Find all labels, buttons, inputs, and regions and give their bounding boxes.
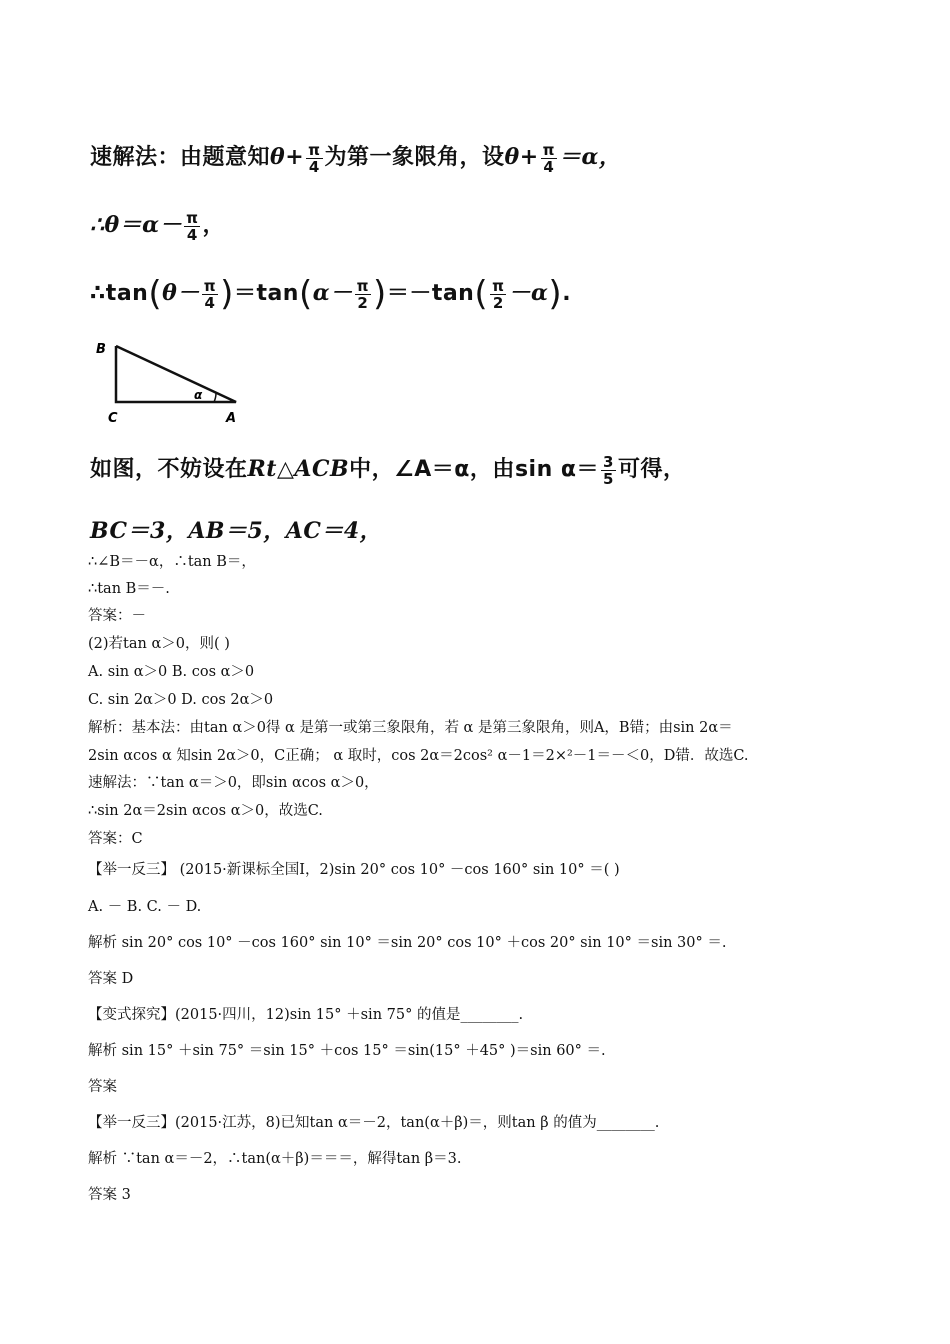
quick-mid: 为第一象限角，设 — [324, 145, 505, 170]
text-line: 解析 sin 20° cos 10° －cos 160° sin 10° ＝sin 20° cos 10° ＋cos 20° sin 10° ＝sin 30° ＝. — [88, 935, 727, 951]
tan-equation — [90, 274, 572, 314]
fig-end: 可得， — [617, 457, 686, 482]
paren-close-2: ) — [373, 274, 387, 314]
text-line: 解析：基本法：由tan α＞0得 α 是第一或第三象限角，若 α 是第三象限角，则A，B错；由sin 2α＝ — [88, 720, 733, 736]
alpha-angle-label: α — [194, 388, 203, 402]
minus-alpha: －α — [508, 280, 549, 306]
pi-over-2-fraction-2: $\frac{\pi}{2}$ — [492, 276, 505, 312]
text-line: A. － B. C. － D. — [88, 899, 202, 915]
text-line: C. sin 2α＞0 D. cos 2α＞0 — [88, 692, 274, 708]
paren-open-1: ( — [148, 274, 163, 314]
triangle-outline — [116, 346, 236, 402]
right-triangle-figure — [96, 338, 246, 428]
vertex-b-label: B — [96, 342, 106, 357]
text-line: 解析 ∵tan α＝－2，∴tan(α＋β)＝＝＝，解得tan β＝3. — [88, 1151, 462, 1167]
fig-mid: 中，∠A＝α，由 — [349, 457, 515, 482]
theta-plus-2: θ+ — [504, 144, 539, 170]
text-line: 答案：C — [88, 831, 143, 847]
vertex-a-label: A — [226, 411, 237, 426]
period: . — [562, 281, 572, 306]
pi-over-4-fraction-3: $\frac{\pi}{4}$ — [186, 208, 199, 244]
text-line: (2)若tan α＞0，则( ) — [88, 636, 230, 652]
tan-1: ∴tan — [90, 281, 149, 306]
pi-over-4-fraction-4: $\frac{\pi}{4}$ — [203, 276, 217, 312]
theta-minus: θ－ — [162, 280, 200, 306]
vertex-c-label: C — [108, 411, 118, 426]
sin-alpha: sin α＝ — [514, 457, 600, 482]
text-line: 【举一反三】(2015·江苏，8)已知tan α＝－2，tan(α＋β)＝，则tan β 的值为________. — [88, 1115, 660, 1131]
text-line: 答案 D — [88, 971, 134, 987]
tan-2: ＝tan — [233, 281, 299, 306]
paren-open-3: ( — [474, 274, 489, 314]
pi-over-2-fraction: $\frac{\pi}{2}$ — [356, 276, 370, 312]
quick-method-line — [90, 140, 621, 175]
text-line: 速解法：∵tan α＝＞0，即sin αcos α＞0， — [88, 775, 379, 791]
text-line: 答案：－ — [88, 608, 146, 624]
theta-equation — [90, 208, 225, 243]
figure-description — [90, 452, 685, 487]
fig-prefix: 如图，不妨设在 — [90, 457, 248, 482]
rt-triangle: Rt△ACB — [247, 456, 350, 482]
text-line: A. sin α＞0 B. cos α＞0 — [88, 664, 255, 680]
three-fifths-fraction: $\frac{3}{5}$ — [603, 452, 614, 488]
text-line: ∴∠B＝－α，∴tan B＝， — [88, 554, 256, 570]
theta-lhs: ∴θ＝α－ — [90, 212, 183, 238]
neg-tan: ＝－tan — [386, 281, 475, 306]
text-line: 【变式探究】(2015·四川，12)sin 15° ＋sin 75° 的值是________. — [88, 1007, 524, 1023]
equals-alpha: ＝α， — [559, 144, 622, 170]
theta-tail: ， — [202, 213, 225, 238]
text-line: ∴sin 2α＝2sin αcos α＞0，故选C. — [88, 803, 323, 819]
side-lengths: BC＝3，AB＝5，AC＝4， — [90, 518, 383, 544]
text-line: 答案 3 — [88, 1187, 131, 1203]
text-line: 答案 — [88, 1079, 117, 1095]
angle-arc — [214, 393, 216, 402]
pi-over-4-fraction: $\frac{\pi}{4}$ — [308, 140, 321, 176]
quick-prefix: 速解法：由题意知 — [90, 145, 271, 170]
paren-open-2: ( — [298, 274, 313, 314]
pi-over-4-fraction-2: $\frac{\pi}{4}$ — [542, 140, 555, 176]
alpha-minus: α－ — [312, 280, 353, 306]
text-line: 【举一反三】 (2015·新课标全国Ⅰ，2)sin 20° cos 10° －cos 160° sin 10° ＝( ) — [88, 862, 620, 878]
paren-close-3: ) — [548, 274, 563, 314]
theta-plus: θ+ — [270, 144, 305, 170]
text-line: ∴tan B＝－. — [88, 581, 170, 597]
text-line: 解析 sin 15° ＋sin 75° ＝sin 15° ＋cos 15° ＝sin(15° ＋45° )＝sin 60° ＝. — [88, 1043, 606, 1059]
text-line: 2sin αcos α 知sin 2α＞0，C正确； α 取时，cos 2α＝2cos² α－1＝2×²－1＝－＜0，D错．故选C. — [88, 748, 749, 764]
paren-close-1: ) — [220, 274, 234, 314]
